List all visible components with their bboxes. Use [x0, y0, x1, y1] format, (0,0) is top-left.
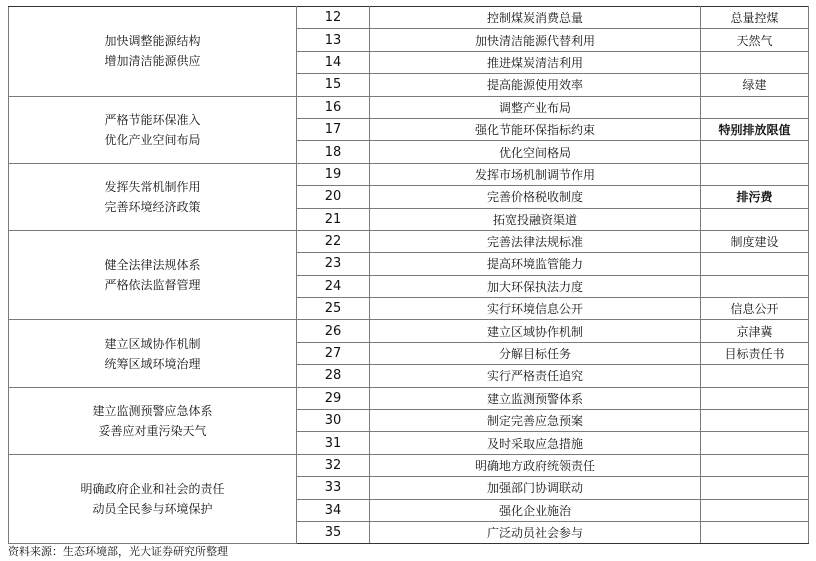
group-title-line: 完善环境经济政策 [104, 199, 201, 214]
note-cell [701, 365, 809, 387]
measure-number-cell: 24 [297, 275, 370, 297]
source-note: 资料来源：生态环境部，光大证券研究所整理 [8, 545, 228, 558]
measure-number-cell: 29 [297, 387, 370, 409]
measure-cell: 明确地方政府统领责任 [370, 454, 701, 476]
note-cell: 京津冀 [701, 320, 809, 342]
measure-cell: 拓宽投融资渠道 [370, 208, 701, 230]
note-cell [701, 521, 809, 543]
group-title-line: 健全法律法规体系 [104, 258, 201, 273]
note-cell [701, 51, 809, 73]
group-title-line: 妥善应对重污染天气 [98, 423, 207, 438]
table-body [9, 7, 809, 544]
measure-cell: 实行严格责任追究 [370, 365, 701, 387]
table-row [9, 320, 809, 342]
measure-number-cell: 33 [297, 477, 370, 499]
measure-number-cell: 15 [297, 74, 370, 96]
table-row [9, 7, 809, 29]
measure-number-cell: 27 [297, 342, 370, 364]
group-title-line: 发挥失常机制作用 [104, 179, 201, 194]
note-cell [701, 253, 809, 275]
measure-cell: 及时采取应急措施 [370, 432, 701, 454]
note-cell [701, 387, 809, 409]
group-title-line: 增加清洁能源供应 [104, 54, 201, 69]
measure-cell: 建立区域协作机制 [370, 320, 701, 342]
measure-cell: 加强部门协调联动 [370, 477, 701, 499]
measure-number-cell: 25 [297, 298, 370, 320]
group-title-line: 加快调整能源结构 [104, 34, 201, 49]
note-cell [701, 454, 809, 476]
note-cell: 特别排放限值 [701, 118, 809, 140]
measure-number-cell: 21 [297, 208, 370, 230]
group-title-cell [9, 163, 297, 230]
group-title-cell [9, 387, 297, 454]
note-cell: 制度建设 [701, 230, 809, 252]
note-cell: 目标责任书 [701, 342, 809, 364]
group-title-line: 明确政府企业和社会的责任 [80, 482, 225, 497]
note-cell: 天然气 [701, 29, 809, 51]
measure-number-cell: 32 [297, 454, 370, 476]
measure-number-cell: 34 [297, 499, 370, 521]
table-row [9, 163, 809, 185]
group-title-cell [9, 230, 297, 320]
measure-cell: 提高能源使用效率 [370, 74, 701, 96]
measure-number-cell: 18 [297, 141, 370, 163]
measure-number-cell: 30 [297, 410, 370, 432]
measure-cell: 广泛动员社会参与 [370, 521, 701, 543]
measure-cell: 加大环保执法力度 [370, 275, 701, 297]
note-cell [701, 141, 809, 163]
measure-number-cell: 20 [297, 186, 370, 208]
measure-cell: 发挥市场机制调节作用 [370, 163, 701, 185]
measure-number-cell: 17 [297, 118, 370, 140]
measure-number-cell: 31 [297, 432, 370, 454]
measure-number-cell: 14 [297, 51, 370, 73]
group-title-line: 动员全民参与环境保护 [92, 502, 213, 517]
measure-number-cell: 26 [297, 320, 370, 342]
measure-cell: 强化节能环保指标约束 [370, 118, 701, 140]
measure-cell: 完善价格税收制度 [370, 186, 701, 208]
group-title-line: 严格节能环保准入 [104, 112, 201, 127]
measure-cell: 实行环境信息公开 [370, 298, 701, 320]
group-title-cell [9, 7, 297, 97]
group-title-line: 建立监测预警应急体系 [92, 403, 213, 418]
note-cell [701, 432, 809, 454]
note-cell [701, 96, 809, 118]
measure-number-cell: 19 [297, 163, 370, 185]
measure-cell: 制定完善应急预案 [370, 410, 701, 432]
note-cell [701, 163, 809, 185]
note-cell: 绿建 [701, 74, 809, 96]
note-cell [701, 410, 809, 432]
measure-number-cell: 22 [297, 230, 370, 252]
note-cell: 信息公开 [701, 298, 809, 320]
table-row [9, 230, 809, 252]
measure-number-cell: 28 [297, 365, 370, 387]
group-title-cell [9, 320, 297, 387]
table-row [9, 454, 809, 476]
group-title-cell [9, 96, 297, 163]
measure-number-cell: 16 [297, 96, 370, 118]
measure-cell: 调整产业布局 [370, 96, 701, 118]
measure-cell: 优化空间格局 [370, 141, 701, 163]
group-title-line: 统筹区域环境治理 [104, 356, 201, 371]
note-cell [701, 477, 809, 499]
group-title-line: 严格依法监督管理 [104, 278, 201, 293]
measure-cell: 强化企业施治 [370, 499, 701, 521]
table-row [9, 96, 809, 118]
measure-cell: 加快清洁能源代替利用 [370, 29, 701, 51]
measure-number-cell: 23 [297, 253, 370, 275]
group-title-cell [9, 454, 297, 544]
measure-number-cell: 13 [297, 29, 370, 51]
note-cell [701, 499, 809, 521]
measure-cell: 提高环境监管能力 [370, 253, 701, 275]
measure-cell: 控制煤炭消费总量 [370, 7, 701, 29]
policy-measures-table [8, 6, 809, 544]
measure-cell: 分解目标任务 [370, 342, 701, 364]
measure-cell: 推进煤炭清洁利用 [370, 51, 701, 73]
measure-number-cell: 12 [297, 7, 370, 29]
note-cell [701, 208, 809, 230]
note-cell: 排污费 [701, 186, 809, 208]
table-row [9, 387, 809, 409]
measure-cell: 建立监测预警体系 [370, 387, 701, 409]
group-title-line: 优化产业空间布局 [104, 132, 201, 147]
group-title-line: 建立区域协作机制 [104, 336, 201, 351]
note-cell [701, 275, 809, 297]
note-cell: 总量控煤 [701, 7, 809, 29]
measure-number-cell: 35 [297, 521, 370, 543]
measure-cell: 完善法律法规标准 [370, 230, 701, 252]
